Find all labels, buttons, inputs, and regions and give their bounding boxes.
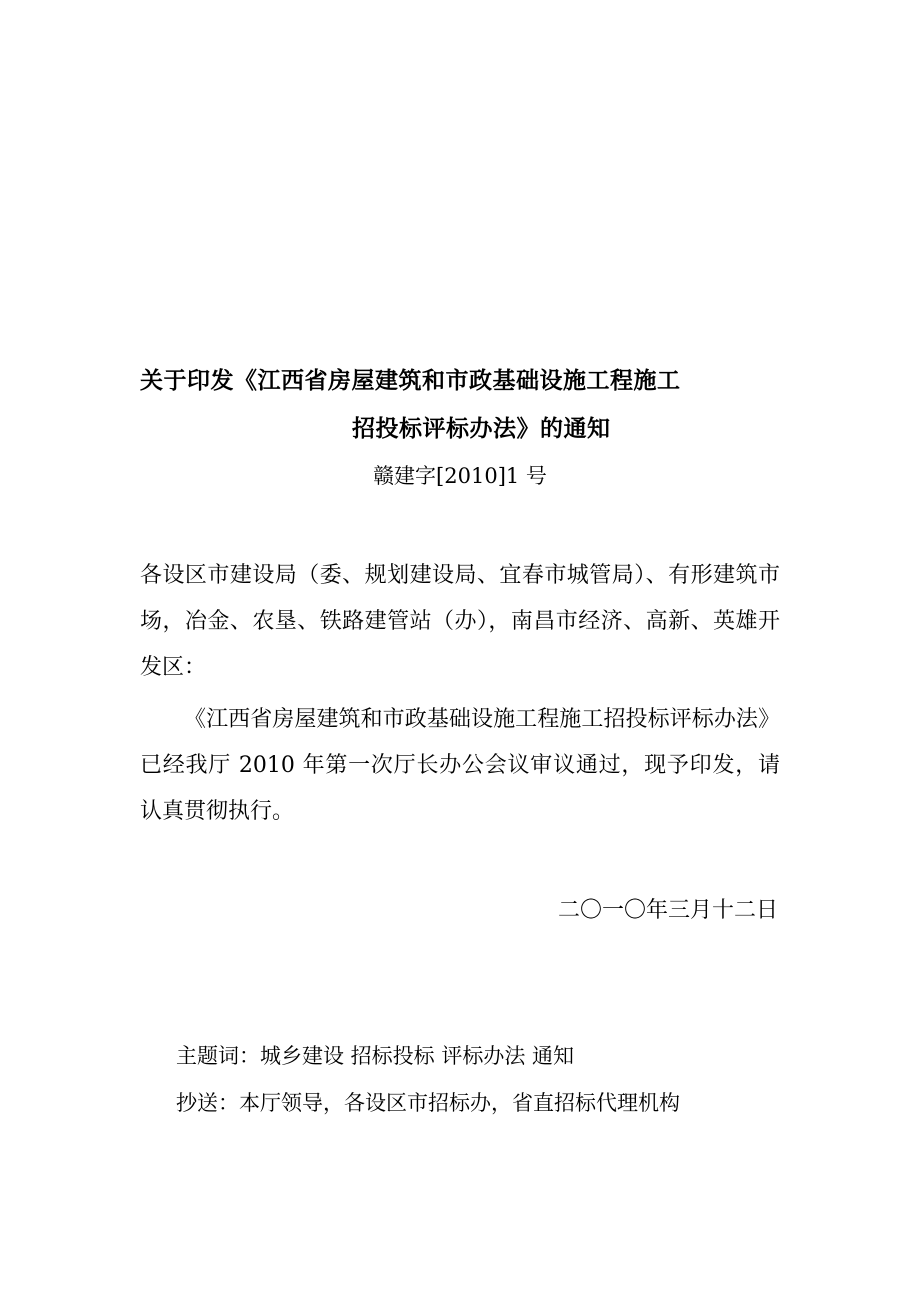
document-title-line-1: 关于印发《江西省房屋建筑和市政基础设施工程施工 xyxy=(140,367,681,394)
subject-keywords: 主题词：城乡建设 招标投标 评标办法 通知 xyxy=(176,1044,575,1068)
body-paragraph: 《江西省房屋建筑和市政基础设施工程施工招投标评标办法》已经我厅 2010 年第一次厅长办公会议审议通过，现予印发，请认真贯彻执行。 xyxy=(140,707,780,824)
carbon-copy-line: 抄送：本厅领导，各设区市招标办，省直招标代理机构 xyxy=(176,1091,680,1115)
document-title-line-2: 招投标评标办法》的通知 xyxy=(352,415,611,442)
addressee-paragraph: 各设区市建设局（委、规划建设局、宜春市城管局）、有形建筑市场，冶金、农垦、铁路建管站（办），南昌市经济、高新、英雄开发区： xyxy=(140,563,780,680)
issue-date: 二〇一〇年三月十二日 xyxy=(557,898,778,923)
document-number: 赣建字[2010]1 号 xyxy=(373,464,547,488)
